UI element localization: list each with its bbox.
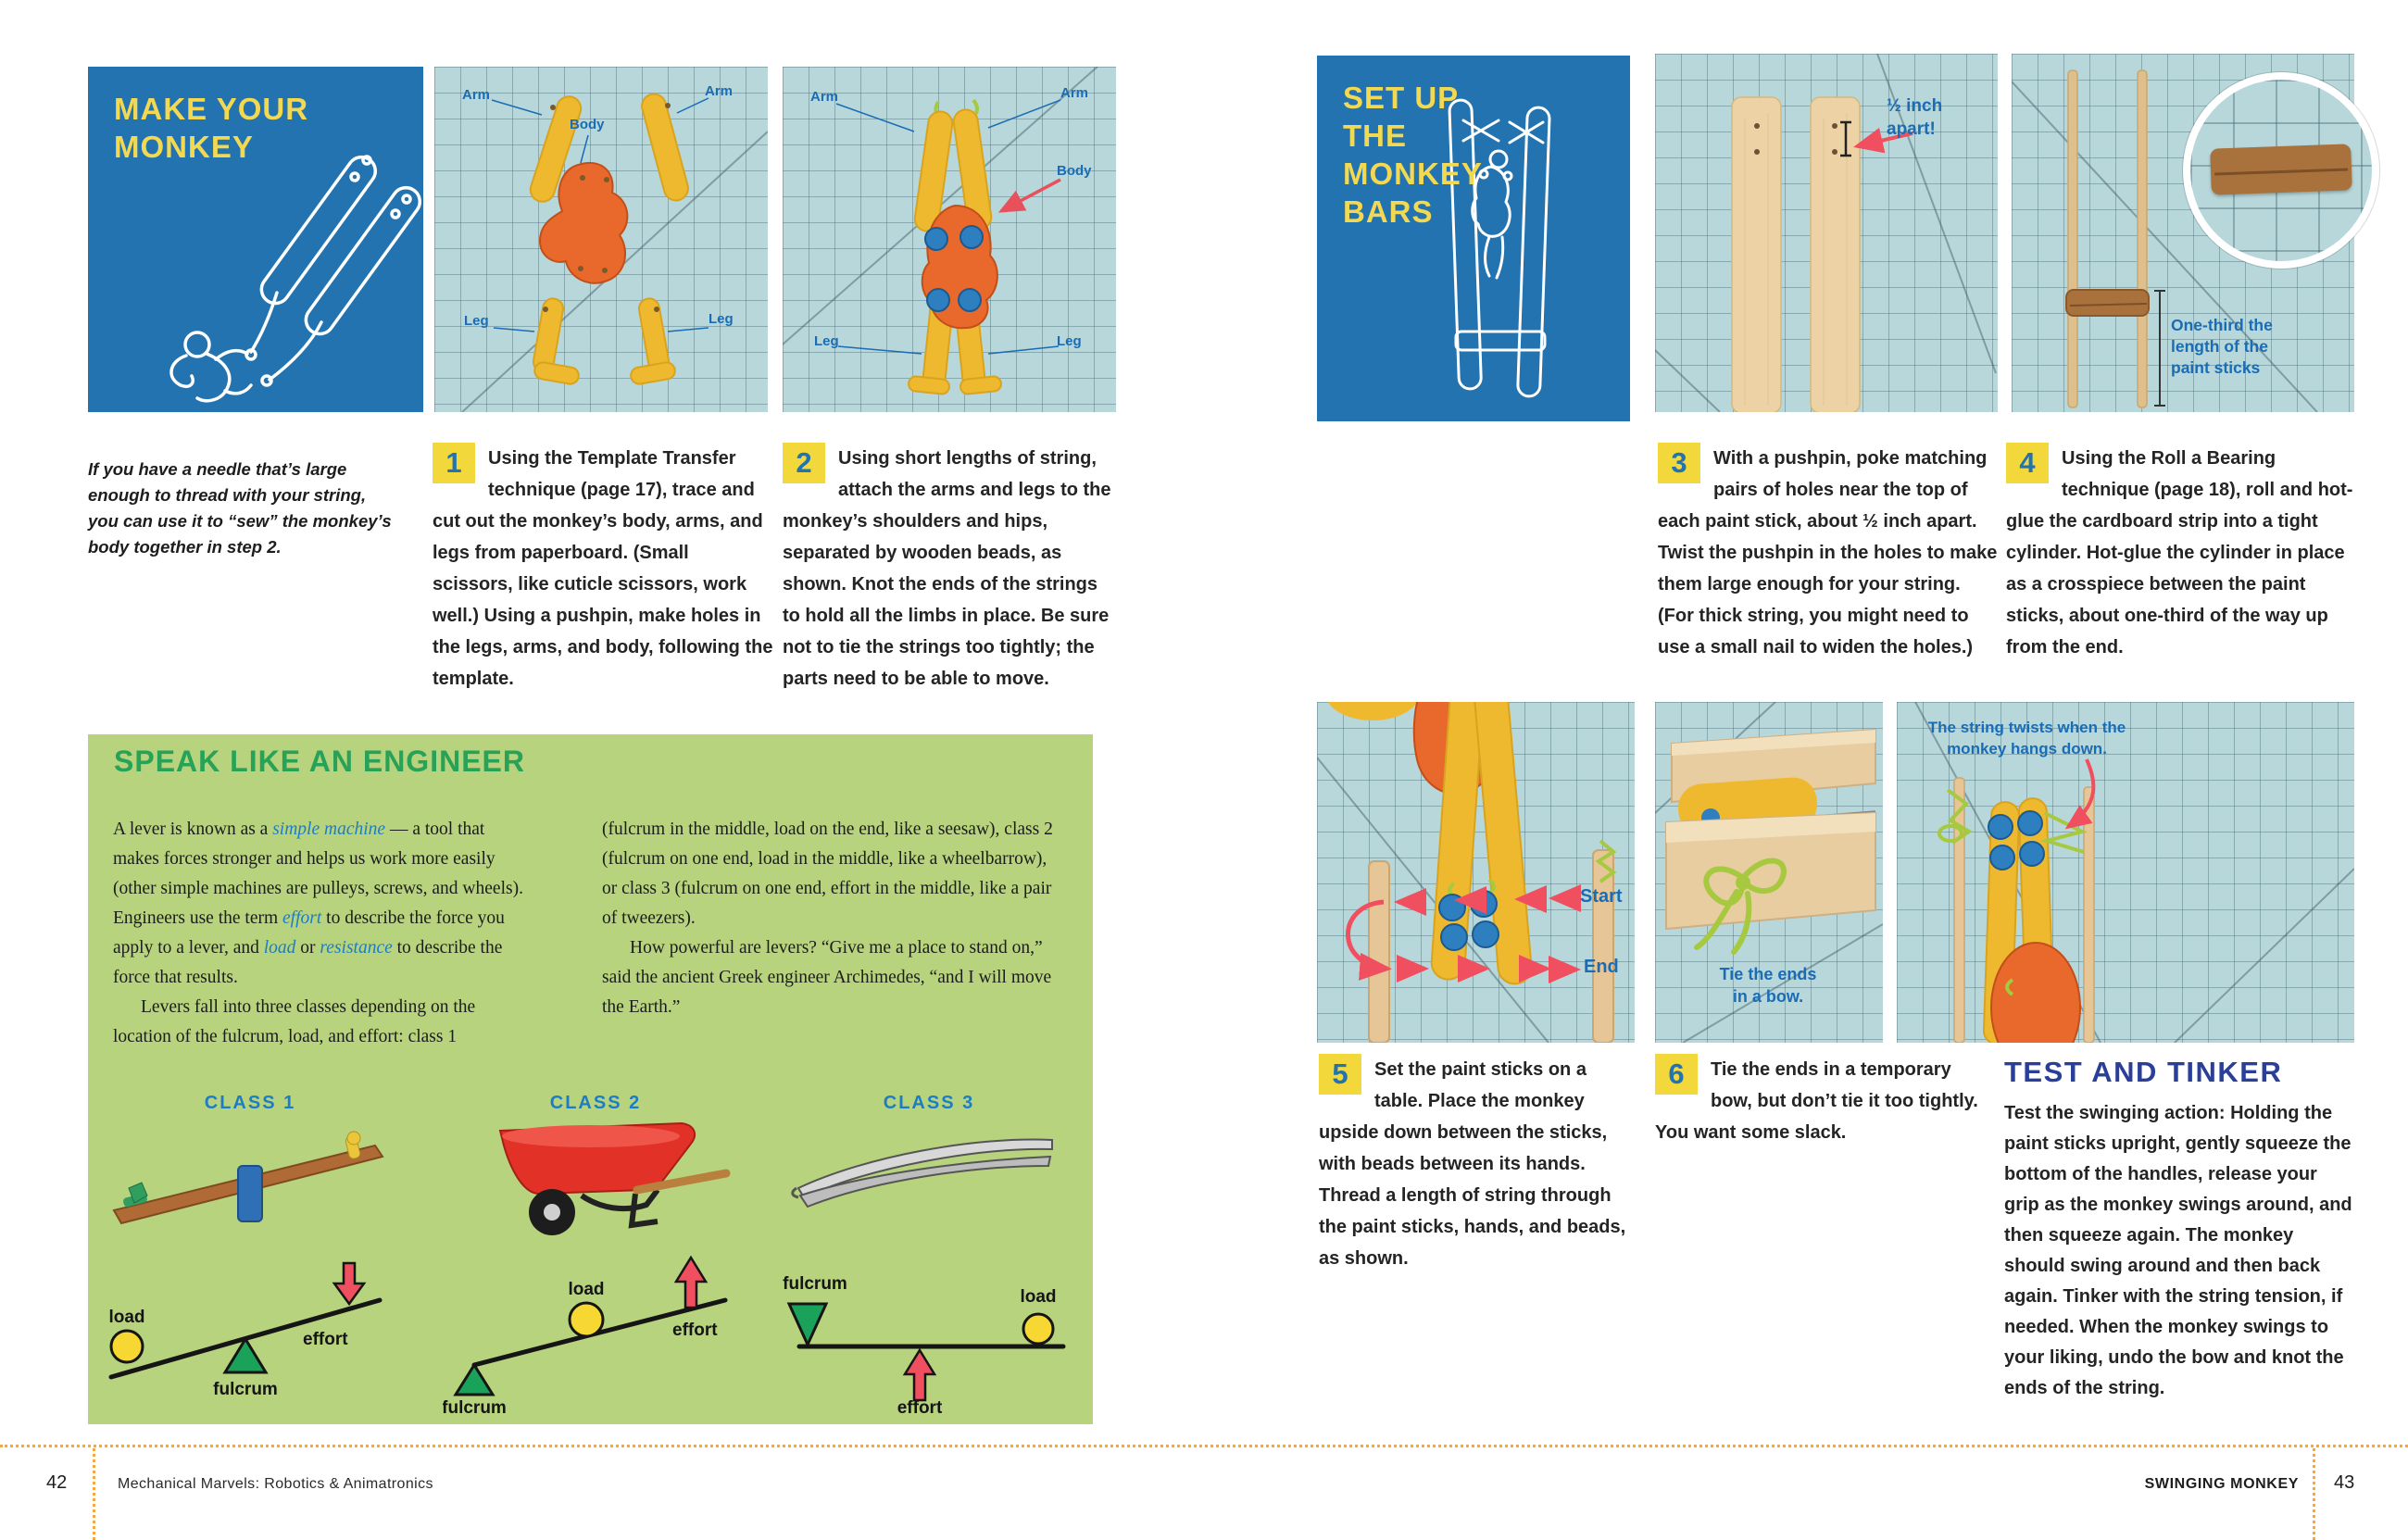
step-number-badge: 3 — [1658, 443, 1700, 483]
assembled-monkey-shapes — [783, 67, 1116, 412]
footer-divider — [0, 1445, 2408, 1447]
needle-tip-caption: If you have a needle that’s large enough to thread with your string, you can use it to “sew” the monkey’s body together in step 2. — [88, 458, 392, 557]
class-1-figure — [97, 1093, 403, 1419]
load-label: load — [1020, 1287, 1057, 1307]
text-run: to describe the force you apply to a lever, and — [113, 908, 505, 958]
body-arrow — [1001, 180, 1060, 211]
cardboard-cylinder — [2066, 290, 2149, 316]
step-text: With a pushpin, poke matching pairs of holes near the top of each paint stick, about ½ inch apart. Twist the pushpin in the holes to make them large enough for your string. (For thick string, you might need to use a small nail to widen the holes.) — [1658, 448, 1998, 657]
book-title: Mechanical Marvels: Robotics & Animatronics — [118, 1476, 433, 1492]
paint-stick — [2068, 70, 2077, 407]
step-number-badge: 5 — [1319, 1054, 1361, 1095]
panel-title: MAKE YOUR MONKEY — [114, 92, 309, 164]
term-simple-machine: simple machine — [272, 820, 386, 839]
engineer-box-title: SPEAK LIKE AN ENGINEER — [114, 745, 525, 778]
photo-monkey-parts — [434, 67, 768, 412]
leg-callout: Leg — [709, 311, 734, 327]
photo-string-threading — [1317, 702, 1635, 1043]
load-circle — [111, 1331, 143, 1362]
panel-title: SET UP THE MONKEY BARS — [1343, 81, 1483, 229]
engineer-paragraph-1 — [113, 815, 525, 993]
step-text: Using the Template Transfer technique (page 17), trace and cut out the monkey’s body, arms, and legs from paperboard. (Small scissors, like cuticle scissors, work well.) Using a pushpin, make holes in the legs, arms, and body, following the template. — [433, 448, 773, 689]
threading-shapes — [1317, 702, 1635, 1043]
class-3-diagram — [776, 1243, 1082, 1414]
effort-label: effort — [672, 1321, 718, 1340]
paint-stick — [1732, 97, 1781, 412]
fulcrum-triangle — [456, 1365, 493, 1395]
step-2 — [783, 443, 1118, 695]
leg-callout: Leg — [1057, 333, 1082, 349]
effort-arrow-down — [334, 1263, 364, 1304]
term-load: load — [263, 938, 296, 958]
effort-arrow-up — [905, 1350, 934, 1400]
load-label: load — [568, 1280, 605, 1299]
load-label: load — [108, 1308, 145, 1327]
paint-stick — [2138, 70, 2147, 407]
class-2-title: CLASS 2 — [549, 1093, 642, 1113]
effort-arrow-up — [676, 1258, 706, 1308]
half-inch-callout: ½ inch apart! — [1887, 96, 1943, 139]
text-run: — a tool that makes forces stronger and helps us work more easily (other simple machines are pulleys, screws, and wheels). Engineers use the term — [113, 820, 523, 928]
set-up-monkey-bars-panel — [1317, 56, 1630, 421]
engineer-text-col1 — [113, 815, 525, 1052]
twist-callout: The string twists when the monkey hangs down. — [1927, 719, 2126, 757]
engineer-paragraph-4: How powerful are levers? “Give me a place to stand on,” said the ancient Greek engineer Archimedes, “and I will move the Earth.” — [602, 938, 1052, 1017]
engineer-paragraph-2: Levers fall into three classes depending on the location of the fulcrum, load, and effort: class 1 — [113, 997, 476, 1046]
class-1-title: CLASS 1 — [204, 1093, 296, 1113]
wheelbarrow-photo — [443, 1118, 748, 1238]
step-number-badge: 4 — [2006, 443, 2049, 483]
bow-callout: Tie the ends in a bow. — [1719, 965, 1817, 1006]
test-and-tinker-section — [2004, 1056, 2356, 1404]
step-number-badge: 1 — [433, 443, 475, 483]
body-callout: Body — [1057, 163, 1092, 179]
step-5 — [1319, 1054, 1638, 1274]
term-effort: effort — [282, 908, 322, 928]
effort-label: effort — [897, 1398, 943, 1414]
step-6 — [1655, 1054, 1988, 1148]
seesaw-photo — [97, 1118, 403, 1238]
effort-label: effort — [303, 1330, 348, 1349]
fulcrum-label: fulcrum — [443, 1398, 507, 1414]
footer-right-divider — [2313, 1448, 2315, 1540]
paint-stick — [1369, 861, 1389, 1043]
chapter-title: SWINGING MONKEY — [2144, 1476, 2299, 1492]
load-circle — [570, 1303, 603, 1336]
step-4 — [2006, 443, 2354, 663]
arm-callout: Arm — [705, 83, 734, 99]
photo-bow — [1655, 702, 1883, 1043]
leg-callout: Leg — [464, 313, 489, 329]
text-run: to describe the force that results. — [113, 938, 503, 987]
page-number-left: 42 — [46, 1472, 68, 1493]
fulcrum-label: fulcrum — [783, 1274, 847, 1294]
step-text: Using the Roll a Bearing technique (page 18), roll and hot-glue the cardboard strip into a tight cylinder. Hot-glue the cylinder in place as a crosspiece between the paint sticks, about one-third of the way up from the end. — [2006, 448, 2353, 657]
step-text: Using short lengths of string, attach the arms and legs to the monkey’s shoulders and hips, separated by wooden beads, as shown. Knot the ends of the strings to hold all the limbs in place. Be sure not to tie the strings too tightly; the parts need to be able to move. — [783, 448, 1111, 689]
step-text: Tie the ends in a temporary bow, but don’t tie it too tightly. You want some slack. — [1655, 1059, 1978, 1143]
step-number-badge: 6 — [1655, 1054, 1698, 1095]
step-3 — [1658, 443, 1999, 663]
text-run: A lever is known as a — [113, 820, 273, 839]
test-and-tinker-title: TEST AND TINKER — [2004, 1056, 2283, 1088]
fulcrum-label: fulcrum — [213, 1380, 278, 1399]
one-third-callout: One-third the length of the paint sticks — [2171, 316, 2273, 377]
start-callout: Start — [1580, 886, 1623, 907]
page-number-right: 43 — [2334, 1472, 2355, 1493]
step-1 — [433, 443, 773, 695]
step-number-badge: 2 — [783, 443, 825, 483]
step-text: Set the paint sticks on a table. Place the monkey upside down between the sticks, with beads between its hands. Thread a length of string through the paint sticks, hands, and beads, as shown. — [1319, 1059, 1626, 1269]
class-3-title: CLASS 3 — [883, 1093, 975, 1113]
fulcrum-triangle — [789, 1304, 826, 1345]
engineer-paragraph-3: (fulcrum in the middle, load on the end, like a seesaw), class 2 (fulcrum on one end, load in the middle, like a wheelbarrow), or class 3 (fulcrum on one end, effort in the middle, like a pair of tweezers). — [602, 820, 1053, 928]
cylinder-inset-circle — [2183, 72, 2379, 269]
class-2-figure — [443, 1093, 748, 1419]
arm-callout: Arm — [810, 89, 839, 105]
photo-string-twist — [1897, 702, 2354, 1043]
class-1-diagram — [97, 1243, 403, 1414]
end-callout: End — [1584, 957, 1619, 977]
body-callout: Body — [570, 117, 605, 132]
text-run: or — [295, 938, 320, 958]
make-your-monkey-panel — [88, 67, 423, 412]
photo-crosspiece — [2012, 54, 2354, 412]
arm-callout: Arm — [1060, 85, 1089, 101]
tweezers-photo — [776, 1118, 1082, 1238]
footer-left-divider — [93, 1448, 95, 1540]
paint-stick — [2084, 787, 2094, 1043]
class-3-figure — [776, 1093, 1082, 1419]
test-and-tinker-text: Test the swinging action: Holding the paint sticks upright, gently squeeze the bottom of the handles, release your grip as the monkey swings around, and then squeeze again. The monkey should swing around and then back again. Tinker with the string tension, if needed. When the monkey swings to your liking, undo the bow and knot the ends of the string. — [2004, 1103, 2352, 1398]
photo-pushpin-holes — [1655, 54, 1998, 412]
class-2-diagram — [443, 1243, 748, 1414]
load-circle — [1023, 1314, 1053, 1344]
leg-callout: Leg — [814, 333, 839, 349]
term-resistance: resistance — [320, 938, 393, 958]
cardboard-cylinder-closeup — [2210, 144, 2352, 194]
photo-monkey-assembled — [783, 67, 1116, 412]
engineer-text-col2 — [602, 815, 1060, 1022]
paint-stick — [1811, 97, 1860, 412]
arm-callout: Arm — [462, 87, 491, 103]
